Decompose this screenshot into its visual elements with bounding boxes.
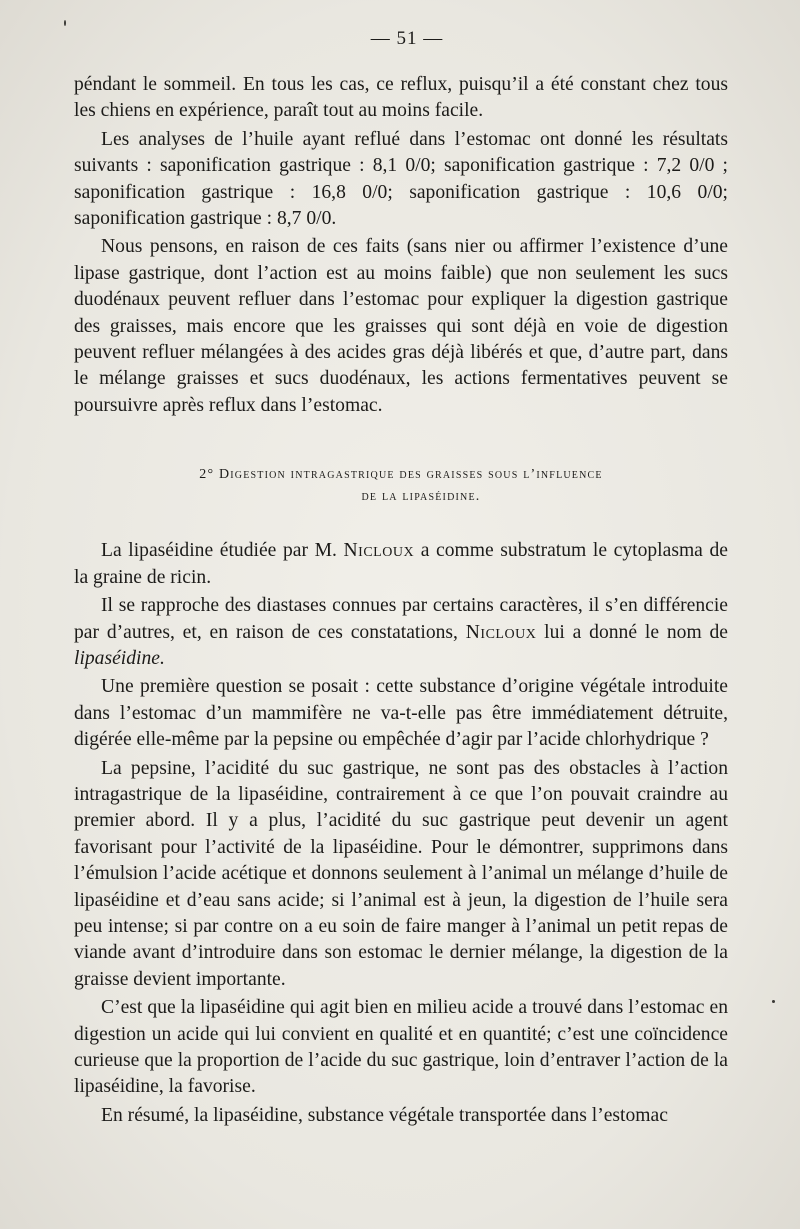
text-run: lui a donné le nom de	[536, 621, 729, 643]
italic-term: lipaséidine.	[74, 647, 165, 669]
paragraph-lipaseidine-intro	[74, 538, 728, 591]
section-heading	[74, 464, 728, 508]
text-run: La lipaséidine étudiée par M.	[101, 540, 344, 562]
document-page	[74, 28, 728, 1129]
paragraph-question: Une première question se posait : cette substance d’origine végétale introduite dans l’estomac d’un mammifère ne va-t-elle pas être immédiatement détruite, digérée elle-même par la pepsine ou empêchée d’agir par l’acide chlorhydrique ?	[74, 676, 728, 751]
print-speck	[64, 20, 66, 26]
paragraph-analyses: Les analyses de l’huile ayant reflué dans l’estomac ont donné les résultats suivants : saponification gastrique : 8,1 0/0; saponification gastrique : 7,2 0/0 ; saponification gastrique : 16,8 0/0; saponification gastrique : 10,6 0/0; saponification gastrique : 8,7 0/0.	[74, 128, 728, 230]
section-heading-line-1: 2° Digestion intragastrique des graisses sous l’influence	[199, 467, 603, 483]
paragraph-diastases	[74, 593, 728, 672]
paragraph-resume: En résumé, la lipaséidine, substance végétale transportée dans l’estomac	[101, 1104, 668, 1126]
page-number: — 51 —	[370, 28, 444, 49]
paragraph-conclusion: Nous pensons, en raison de ces faits (sans nier ou affirmer l’existence d’une lipase gastrique, dont l’action est au moins faible) que non seulement les sucs duodénaux peuvent refluer dans l’estomac pour expliquer la digestion gastrique des graisses, mais encore que les graisses qui sont déjà en voie de digestion peuvent refluer mélangées à des acides gras déjà libérés et que, d’autre part, dans le mélange graisses et sucs duodénaux, les actions fermentatives peuvent se poursuivre après reflux dans l’estomac.	[74, 236, 728, 416]
author-name: Nicloux	[465, 621, 537, 643]
section-heading-line-2: de la lipaséidine.	[361, 489, 481, 505]
paragraph-pepsine: La pepsine, l’acidité du suc gastrique, ne sont pas des obstacles à l’action intragastrique de la lipaséidine, contrairement à ce que l’on pouvait craindre au premier abord. Il y a plus, l’acidité du suc gastrique peut devenir un agent favorisant pour l’activité de la lipaséidine. Pour le démontrer, supprimons dans l’émulsion l’acide acétique et donnons seulement à l’animal un mélange d’huile de lipaséidine et d’eau sans acide; si l’animal est à jeun, la digestion de l’huile sera peu intense; si par contre on a eu soin de faire manger à l’animal un petit repas de viande avant d’introduire dans son estomac le dernier mélange, la digestion de la graisse devient importante.	[74, 757, 728, 990]
paragraph-acide: C’est que la lipaséidine qui agit bien en milieu acide a trouvé dans l’estomac en digestion un acide qui lui convient en qualité et en quantité; c’est une coïncidence curieuse que la proportion de l’acide du suc gastrique, loin d’entraver l’action de la lipaséidine, la favorise.	[74, 997, 728, 1098]
paragraph-continuation: péndant le sommeil. En tous les cas, ce reflux, puisqu’il a été constant chez tous les chiens en expérience, paraît tout au moins facile.	[74, 74, 728, 122]
author-name: Nicloux	[343, 540, 415, 562]
text-run: Il se rapproche des diastases connues par certains caractères, il s’en différencie par d’autres, et, en raison de ces constatations,	[74, 595, 728, 643]
print-speck	[772, 1000, 775, 1003]
text-run: a comme substratum le cytoplasma de la graine de ricin.	[74, 540, 728, 588]
